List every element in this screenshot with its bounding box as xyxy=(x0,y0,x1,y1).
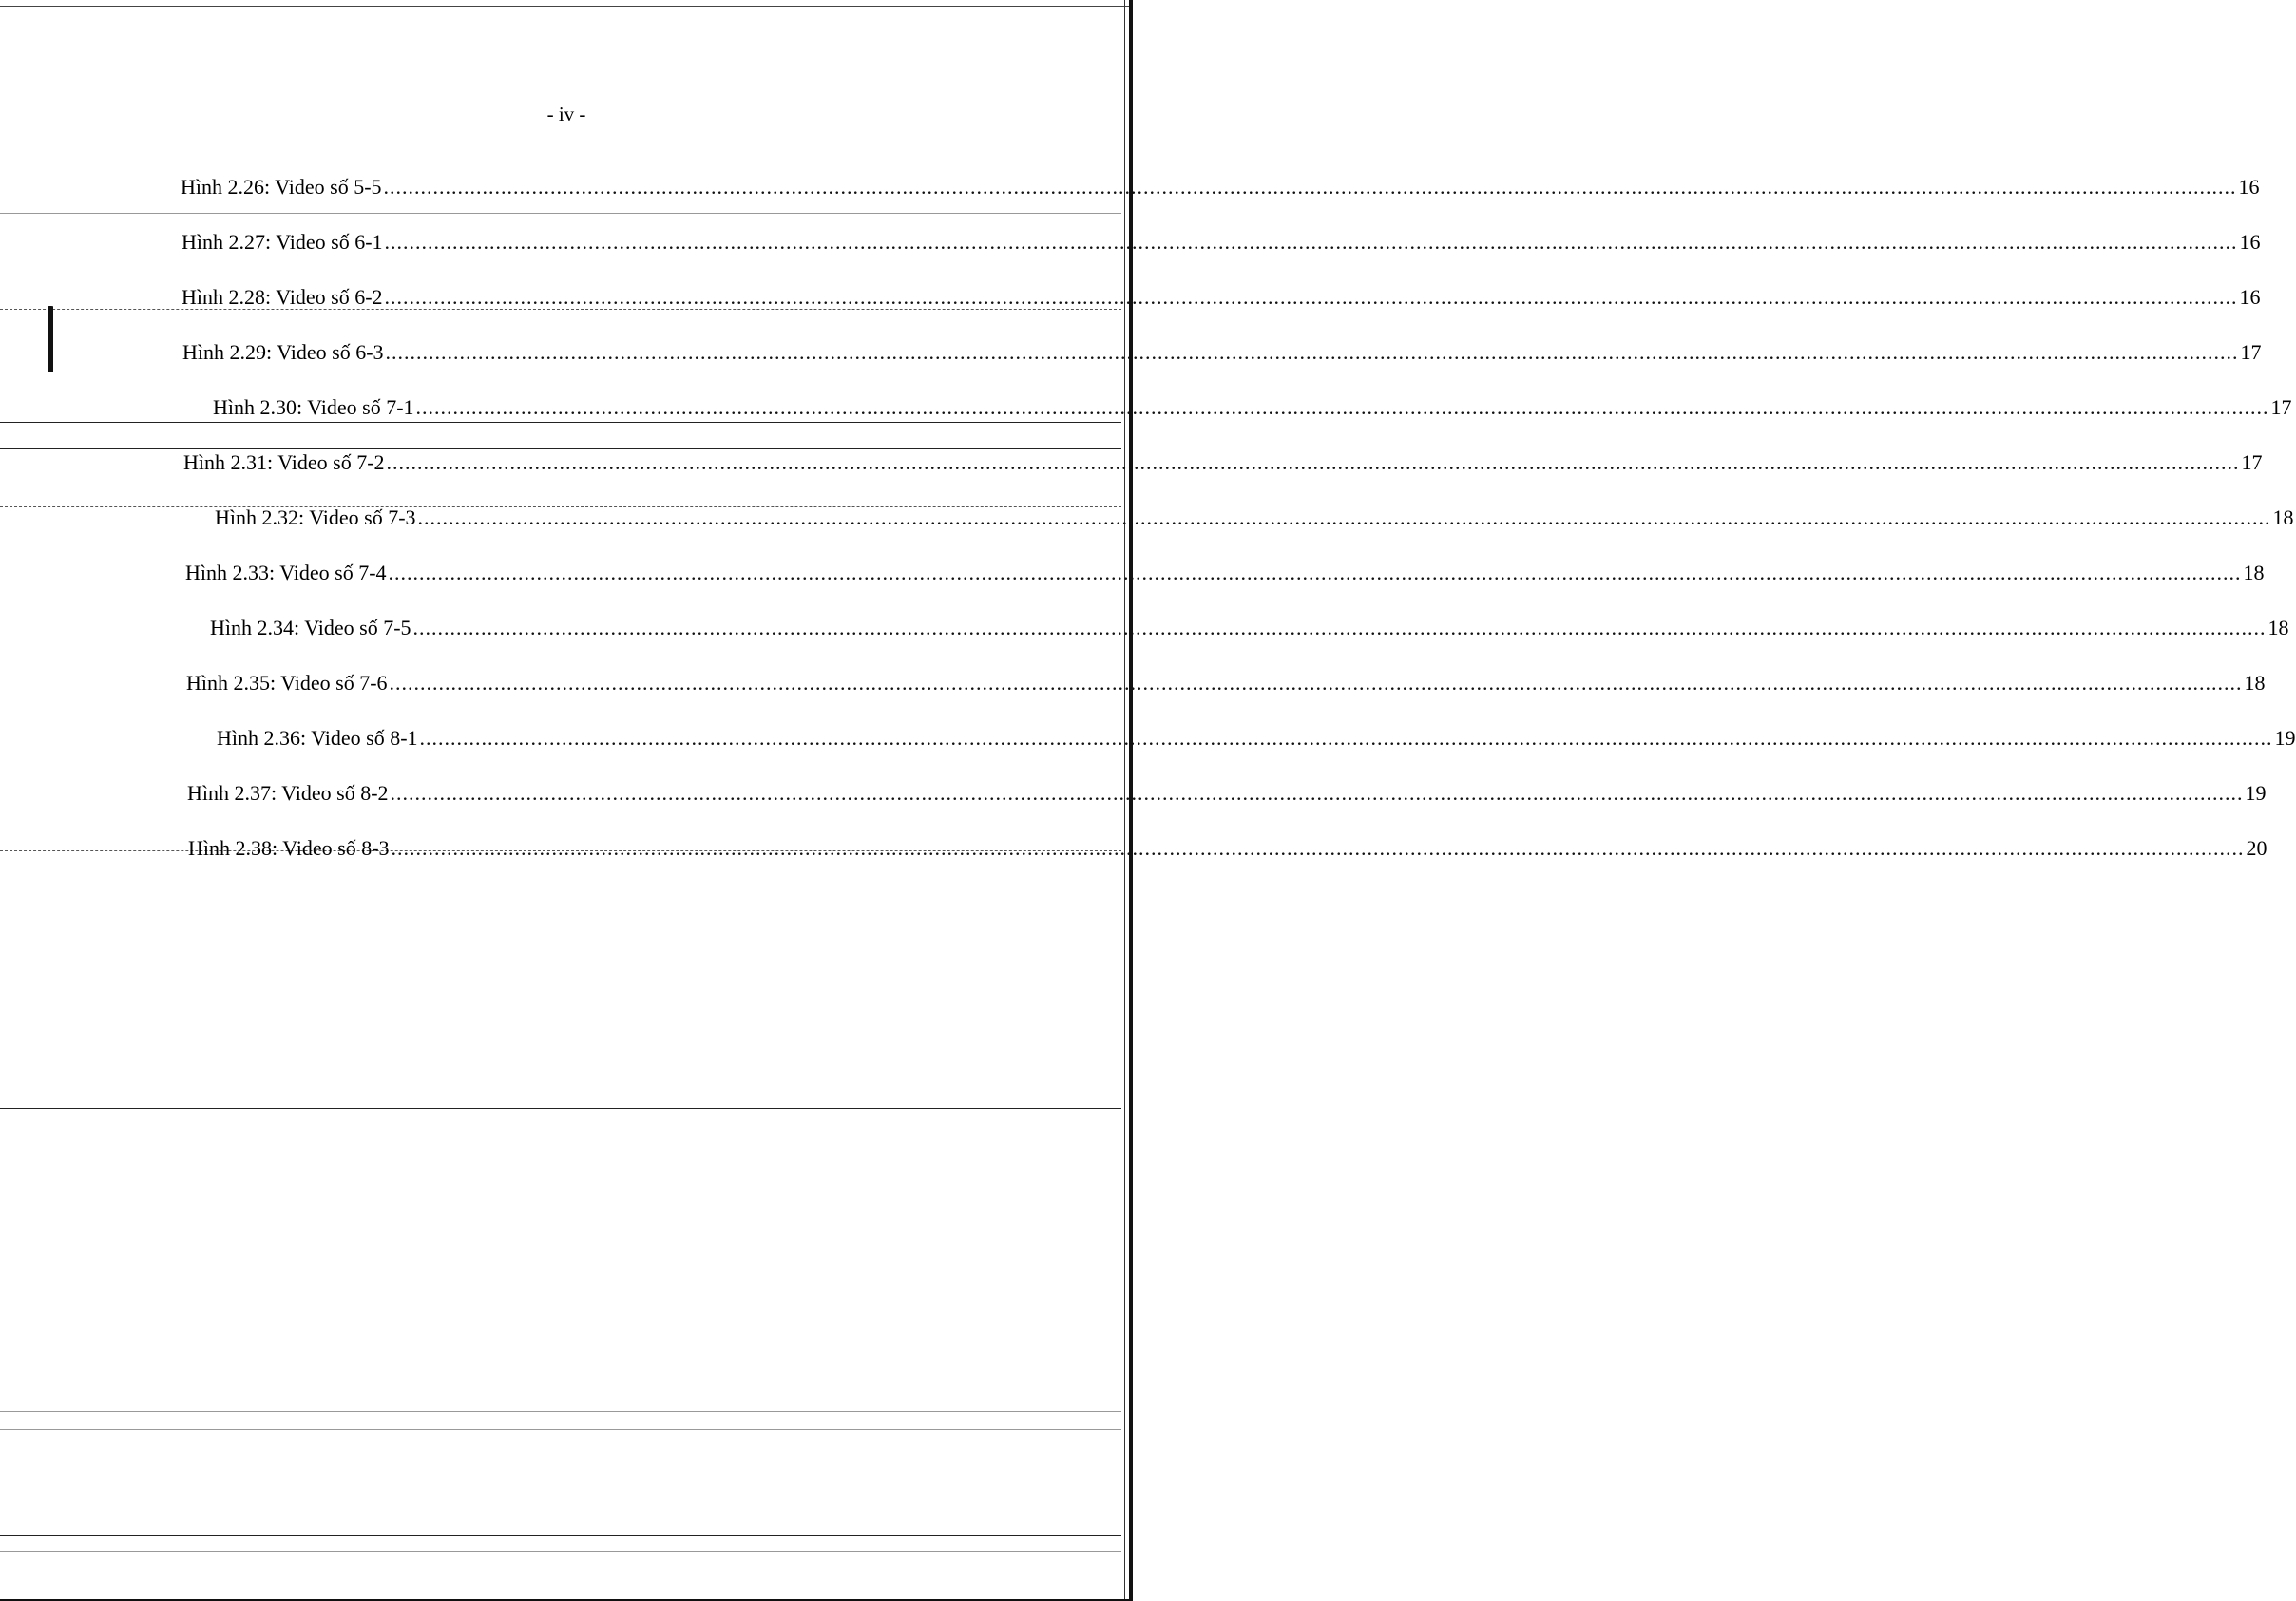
toc-entry-label: Hình 2.28: Video số 6-2 xyxy=(182,285,383,309)
toc-entry[interactable] xyxy=(186,669,2266,697)
scan-line xyxy=(0,1535,1121,1536)
toc-entry-page: 17 xyxy=(2270,395,2292,419)
toc-entry-label: Hình 2.32: Video số 7-3 xyxy=(215,505,416,529)
toc-entry[interactable] xyxy=(181,173,2260,201)
toc-entry-page: 19 xyxy=(2274,726,2296,750)
toc-entry-label: Hình 2.35: Video số 7-6 xyxy=(186,671,388,695)
toc-entry-page: 18 xyxy=(2244,671,2266,695)
toc-entry[interactable] xyxy=(183,448,2263,477)
toc-entry-label: Hình 2.26: Video số 5-5 xyxy=(181,175,382,199)
toc-entry[interactable] xyxy=(182,338,2262,367)
dot-leader: ............................................................................................................................................................................................................................................................................................................ xyxy=(388,561,2242,584)
dot-leader: ............................................................................................................................................................................................................................................................................................................ xyxy=(390,781,2244,805)
toc-entry-label: Hình 2.30: Video số 7-1 xyxy=(213,395,414,419)
toc-entry-page: 18 xyxy=(2243,561,2265,584)
dot-leader: ............................................................................................................................................................................................................................................................................................................ xyxy=(384,230,2238,254)
toc-entry-page: 19 xyxy=(2245,781,2267,805)
toc-entry-label: Hình 2.27: Video số 6-1 xyxy=(182,230,383,254)
toc-entry-label: Hình 2.34: Video số 7-5 xyxy=(210,616,411,639)
dot-leader: ............................................................................................................................................................................................................................................................................................................ xyxy=(385,340,2239,364)
toc-entry-page: 16 xyxy=(2238,175,2260,199)
dot-leader: ............................................................................................................................................................................................................................................................................................................ xyxy=(389,671,2243,695)
toc-entry[interactable] xyxy=(210,614,2289,642)
dot-leader: ............................................................................................................................................................................................................................................................................................................ xyxy=(415,395,2269,419)
toc-entry-page: 18 xyxy=(2272,505,2294,529)
toc-entry[interactable] xyxy=(187,779,2267,808)
page-number: - iv - xyxy=(546,103,586,125)
toc-entry-label: Hình 2.31: Video số 7-2 xyxy=(183,450,385,474)
toc-entry-label: Hình 2.33: Video số 7-4 xyxy=(185,561,387,584)
toc-entry-label: Hình 2.29: Video số 6-3 xyxy=(182,340,384,364)
toc-entry[interactable] xyxy=(215,504,2294,532)
toc-entry-label: Hình 2.37: Video số 8-2 xyxy=(187,781,389,805)
toc-entry-page: 18 xyxy=(2267,616,2289,639)
toc-entry-page: 17 xyxy=(2240,340,2262,364)
scan-bracket-mark xyxy=(44,306,57,372)
dot-leader: ............................................................................................................................................................................................................................................................................................................ xyxy=(417,505,2271,529)
toc-entry-page: 16 xyxy=(2239,230,2261,254)
dot-leader: ............................................................................................................................................................................................................................................................................................................ xyxy=(391,836,2245,860)
dot-leader: ............................................................................................................................................................................................................................................................................................................ xyxy=(412,616,2267,639)
scan-line xyxy=(0,213,1121,214)
scan-top-edge xyxy=(0,6,1133,7)
toc-entry-label: Hình 2.38: Video số 8-3 xyxy=(188,836,390,860)
dot-leader: ............................................................................................................................................................................................................................................................................................................ xyxy=(383,175,2237,199)
scan-line xyxy=(0,1108,1121,1109)
toc-entry[interactable] xyxy=(213,393,2292,422)
toc-entry[interactable] xyxy=(182,228,2261,257)
dot-leader: ............................................................................................................................................................................................................................................................................................................ xyxy=(419,726,2273,750)
toc-entry[interactable] xyxy=(217,724,2296,753)
toc-entry[interactable] xyxy=(185,559,2265,587)
toc-entry[interactable] xyxy=(182,283,2261,312)
toc-entry-page: 17 xyxy=(2241,450,2263,474)
scan-line xyxy=(0,422,1121,423)
toc-entry-page: 16 xyxy=(2239,285,2261,309)
scan-line xyxy=(0,1551,1121,1552)
dot-leader: ............................................................................................................................................................................................................................................................................................................ xyxy=(384,285,2238,309)
toc-entry-label: Hình 2.36: Video số 8-1 xyxy=(217,726,418,750)
scan-line xyxy=(0,1429,1121,1430)
toc-entry[interactable] xyxy=(188,834,2267,863)
toc-entry-page: 20 xyxy=(2246,836,2267,860)
dot-leader: ............................................................................................................................................................................................................................................................................................................ xyxy=(386,450,2240,474)
scan-line xyxy=(0,1411,1121,1412)
